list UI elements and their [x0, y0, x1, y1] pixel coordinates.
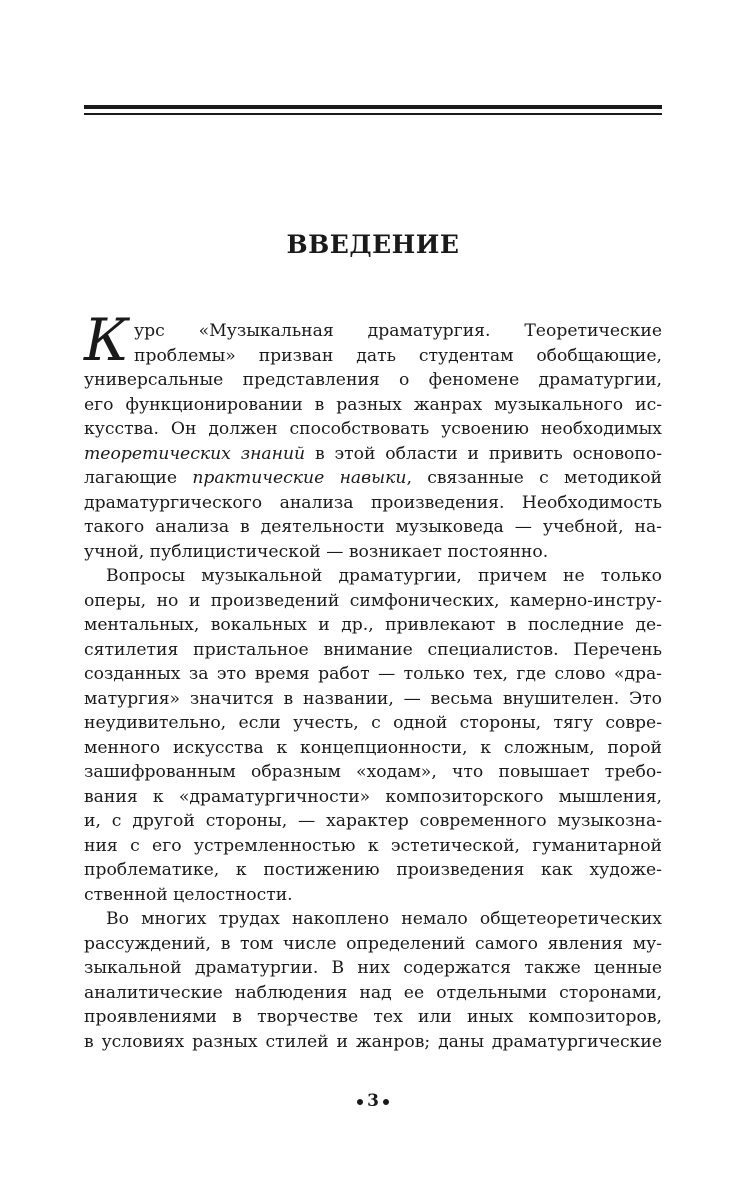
text-line — [84, 589, 662, 614]
text-span: аналитические наблюдения над ее отдельными сторонами, — [84, 982, 662, 1003]
text-line — [84, 907, 662, 932]
text-line — [84, 540, 662, 565]
text-span: Во многих трудах накоплено немало общетеоретических — [106, 909, 662, 929]
text-span: , связанные с методикой — [406, 468, 663, 488]
text-line — [84, 344, 662, 369]
text-span: драматургического анализа произведения. Необходимость — [84, 492, 662, 513]
header-rule-thick — [84, 105, 662, 109]
text-span: и, с другой стороны, — характер современного музыкозна- — [84, 811, 662, 831]
text-line — [84, 638, 662, 663]
text-span: сятилетия пристальное внимание специалистов. Перечень — [84, 639, 662, 660]
italic-phrase: теоретических знаний — [84, 443, 306, 464]
text-line — [84, 442, 662, 467]
text-span: проблемы» призван дать студентам обобщающие, — [134, 345, 662, 366]
text-line — [84, 515, 662, 540]
text-line — [84, 1005, 662, 1030]
text-line — [84, 319, 662, 344]
text-span: ственной целостности. — [84, 884, 293, 905]
text-span: в условиях разных стилей и жанров; даны драматургические — [84, 1031, 662, 1052]
text-span: оперы, но и произведений симфонических, камерно-инстру- — [84, 590, 662, 611]
body-text — [84, 319, 662, 1054]
text-span: урс «Музыкальная драматургия. Теоретические — [134, 321, 662, 341]
text-span: ния с его устремленностью к эстетической, гуманитарной — [84, 835, 662, 856]
text-line — [84, 760, 662, 785]
text-span: такого анализа в деятельности музыковеда — учебной, на- — [84, 517, 662, 537]
text-line — [84, 711, 662, 736]
text-line — [84, 981, 662, 1006]
text-line — [84, 687, 662, 712]
text-span: вания к «драматургичности» композиторского мышления, — [84, 786, 662, 807]
text-span: рассуждений, в том числе определений самого явления му- — [84, 933, 662, 954]
text-span: неудивительно, если учесть, с одной стороны, тягу совре- — [84, 713, 662, 733]
header-rule-thin — [84, 113, 662, 115]
text-line — [84, 491, 662, 516]
text-line — [84, 883, 662, 908]
bullet-left-icon — [357, 1099, 363, 1105]
text-span: учной, публицистической — возникает постоянно. — [84, 541, 549, 562]
text-span: универсальные представления о феномене драматургии, — [84, 370, 662, 390]
text-span: ментальных, вокальных и др., привлекают в последние де- — [84, 615, 662, 635]
text-line — [84, 858, 662, 883]
text-span: матургия» значится в названии, — весьма внушителен. Это — [84, 688, 662, 709]
text-span: его функционировании в разных жанрах музыкального ис- — [84, 394, 662, 415]
text-line — [84, 368, 662, 393]
text-line — [84, 932, 662, 957]
text-line — [84, 834, 662, 859]
italic-phrase: практические навыки — [192, 468, 407, 488]
text-line — [84, 466, 662, 491]
text-line — [84, 956, 662, 981]
drop-cap-letter: К — [84, 306, 129, 374]
text-span: в этой области и привить основопо- — [305, 443, 662, 464]
text-line — [84, 662, 662, 687]
text-span: проблематике, к постижению произведения как художе- — [84, 860, 662, 880]
text-line — [84, 785, 662, 810]
text-line — [84, 736, 662, 761]
chapter-heading: ВВЕДЕНИЕ — [286, 230, 460, 259]
text-span: зашифрованным образным «ходам», что повышает требо- — [84, 762, 662, 782]
text-line — [84, 564, 662, 589]
page-number: 3 — [367, 1091, 379, 1111]
text-span: лагающие — [84, 468, 193, 488]
text-span: Вопросы музыкальной драматургии, причем не только — [106, 566, 662, 586]
text-span: созданных за это время работ — только тех, где слово «дра- — [84, 664, 662, 684]
bullet-right-icon — [383, 1099, 389, 1105]
text-line — [84, 393, 662, 418]
text-line — [84, 809, 662, 834]
text-span: менного искусства к концепционности, к сложным, порой — [84, 737, 662, 758]
text-span: проявлениями в творчестве тех или иных композиторов, — [84, 1007, 662, 1027]
text-line — [84, 1030, 662, 1055]
page-footer — [84, 1091, 662, 1111]
text-span: кусства. Он должен способствовать усвоению необходимых — [84, 419, 662, 439]
text-line — [84, 613, 662, 638]
text-span: зыкальной драматургии. В них содержатся также ценные — [84, 958, 662, 978]
text-line — [84, 417, 662, 442]
